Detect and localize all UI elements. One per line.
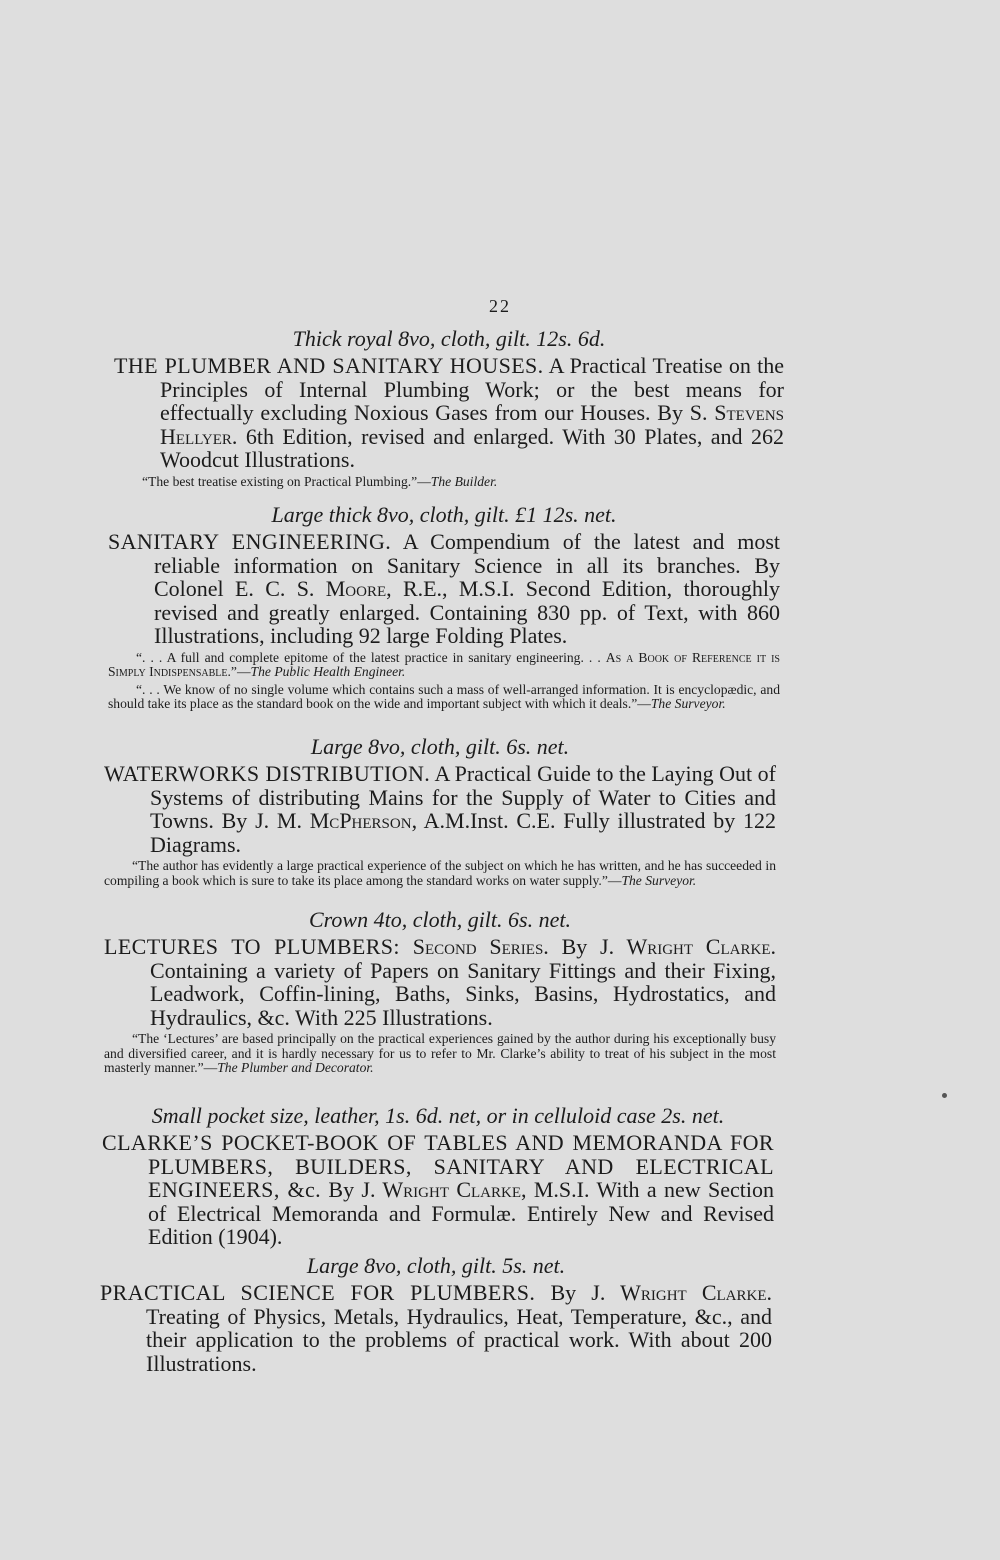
book-description: [114, 354, 784, 472]
review-emphasis: As a Book of Reference it is Simply Indispensable.: [108, 649, 780, 680]
review-quote: [104, 859, 776, 888]
review-source: The Plumber and Decorator.: [217, 1059, 374, 1075]
review-quote: [108, 651, 780, 680]
book-entry: [102, 1103, 774, 1249]
review-text: ”—: [230, 664, 251, 680]
description-text: A Practical Treatise on the Principles of Internal Plumbing Work; or the best means for effectually excluding Noxious Gases from our Houses. By: [160, 353, 785, 426]
review-text: “The author has evidently a large practical experience of the subject on which he has written, and he has succeeded in compiling a book which is sure to take its place among the standard works on water supply.”—: [104, 858, 776, 888]
author-name: J. Wright Clarke: [591, 1280, 767, 1305]
description-text: A Compendium of the latest and most reliable information on Sanitary Science in all its branches. By Colonel: [154, 529, 780, 602]
book-entry: [100, 1253, 772, 1375]
book-entry: [104, 907, 776, 1075]
review-quote: [114, 475, 784, 489]
author-name: E. C. S. Moore: [234, 576, 387, 602]
book-title: WATERWORKS DISTRIBUTION.: [104, 761, 431, 786]
review-quote: [104, 1032, 776, 1075]
book-description: [108, 530, 780, 648]
format-line: Large 8vo, cloth, gilt. 5s. net.: [306, 1253, 566, 1278]
author-name: J. Wright Clarke: [600, 934, 771, 959]
format-line: Crown 4to, cloth, gilt. 6s. net.: [309, 907, 571, 932]
review-source: The Public Health Engineer.: [250, 664, 406, 680]
review-text: “The ‘Lectures’ are based principally on the practical experiences gained by the author during his exceptionally busy and diversified career, and it is hardly necessary for us to refer to Mr. Clarke’s ability to treat of his subject in the most masterly manner.”—: [104, 1031, 776, 1075]
description-text: By: [548, 934, 601, 959]
description-text: . Containing a variety of Papers on Sanitary Fittings and their Fixing, Leadwork, Coffin-lining, Baths, Sinks, Basins, Hydrostatics, and Hydraulics, &c. With 225 Illustrations.: [150, 934, 776, 1030]
review-text: “. . . We know of no single volume which contains such a mass of well-arranged information. It is encyclopædic, and should take its place as the standard book on the wide and important subject with which it deals.”—: [108, 681, 780, 711]
author-name: J. Wright Clarke: [361, 1177, 522, 1203]
book-description: [104, 762, 776, 856]
format-line: Large 8vo, cloth, gilt. 6s. net.: [310, 734, 570, 759]
description-text: . Treating of Physics, Metals, Hydraulics, Heat, Temperature, &c., and their application to the problems of practical work. With about 200 Illustrations.: [146, 1280, 772, 1376]
ink-speck: [942, 1093, 947, 1098]
format-line: Large thick 8vo, cloth, gilt. £1 12s. net.: [271, 502, 617, 527]
description-text: By: [321, 1177, 362, 1203]
book-title: THE PLUMBER AND SANITARY HOUSES.: [114, 353, 544, 378]
book-entry: [114, 326, 784, 489]
review-source: The Builder.: [430, 473, 498, 489]
review-quote: [108, 683, 780, 712]
format-line: Small pocket size, leather, 1s. 6d. net, or in celluloid case 2s. net.: [151, 1103, 725, 1128]
review-text: “The best treatise existing on Practical Plumbing.”—: [142, 473, 431, 489]
review-source: The Surveyor.: [650, 695, 726, 711]
description-text: . 6th Edition, revised and enlarged. With 30 Plates, and 262 Woodcut Illustrations.: [160, 423, 784, 473]
review-text: “. . . A full and complete epitome of the latest practice in sanitary engineering. . .: [136, 649, 606, 665]
description-text: , R.E., M.S.I. Second Edition, thoroughly revised and greatly enlarged. Containing 830 pp. of Text, with 860 Illustrations, including 92 large Folding Plates.: [154, 576, 780, 649]
book-entry: [104, 734, 776, 888]
series-name: Second Series.: [399, 934, 549, 959]
book-title: SANITARY ENGINEERING.: [108, 529, 392, 554]
format-line: Thick royal 8vo, cloth, gilt. 12s. 6d.: [292, 326, 606, 351]
description-text: By: [535, 1280, 592, 1305]
page-number: 22: [489, 296, 511, 316]
book-description: [100, 1281, 772, 1375]
book-title: PRACTICAL SCIENCE FOR PLUMBERS.: [100, 1280, 536, 1305]
book-title: LECTURES TO PLUMBERS:: [104, 934, 400, 959]
review-source: The Surveyor.: [621, 872, 697, 888]
book-entry: [108, 502, 780, 711]
book-description: [102, 1131, 774, 1249]
book-description: [104, 935, 776, 1029]
author-name: S. Stevens Hellyer: [160, 400, 785, 449]
author-name: J. M. McPherson: [255, 808, 412, 834]
book-title: CLARKE’S POCKET-BOOK OF TABLES AND MEMORANDA FOR PLUMBERS, BUILDERS, SANITARY AND ELECTRICAL ENGINEERS, &c.: [102, 1130, 774, 1203]
description-text: , A.M.Inst. C.E. Fully illustrated by 122 Diagrams.: [150, 808, 776, 857]
description-text: , M.S.I. With a new Section of Electrical Memoranda and Formulæ. Entirely New and Revised Edition (1904).: [148, 1177, 774, 1250]
description-text: A Practical Guide to the Laying Out of Systems of distributing Mains for the Supply of Water to Cities and Towns. By: [150, 761, 776, 834]
